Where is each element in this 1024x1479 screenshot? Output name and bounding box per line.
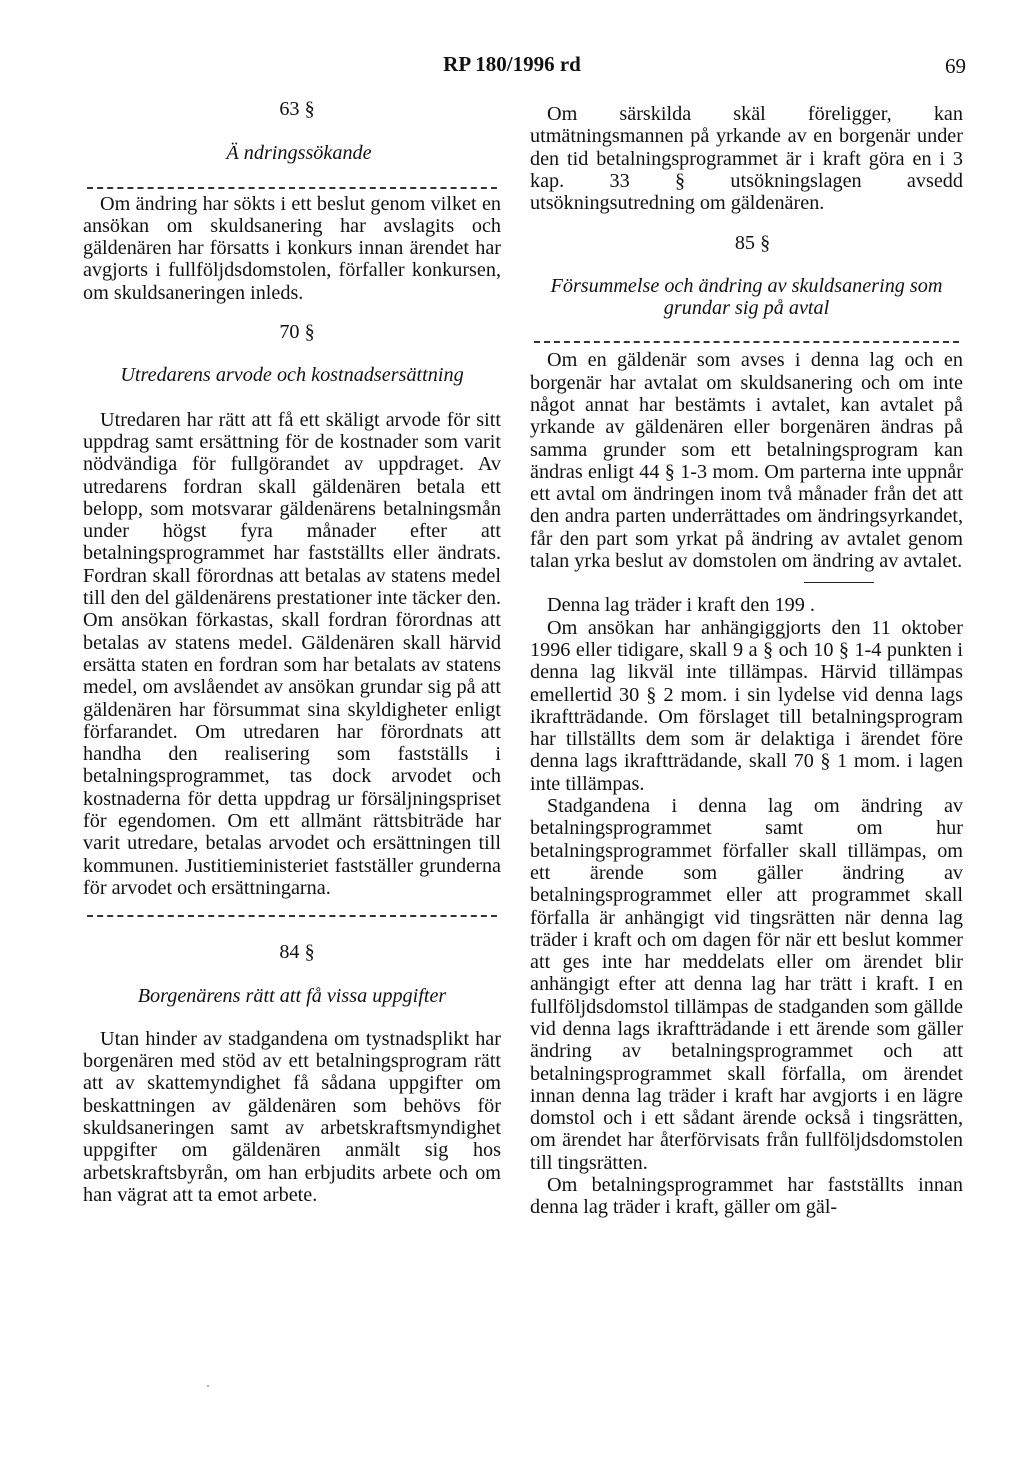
section-70-number: 70 § [279,321,315,344]
left-column [83,98,501,1206]
section-85-number: 85 § [734,232,771,255]
section-84-paragraph: Utan hinder av stadgandena om tystnadsplikt har borgenären med stöd av ett betalningsprogram rätt att av skattemyndighet få sådana uppgifter om beskattningen av gäldenären som behövs för skuldsaneringen samt av arbetskraftsmyndighet uppgifter om gäldenären anmält sig hos arbetskraftsbyrån, om han erbjudits arbete och om han vägrat att ta emot arbete. [83,1027,501,1206]
section-85-paragraph: Om en gäldenär som avses i denna lag och en borgenär har avtalat om skuldsanering och om inte något annat har bestämts i avtalet, kan avtalet på yrkande av gäldenären eller borgenären ändras på samma grunder som ett betalningsprogram kan ändras enligt 44 § 1-3 mom. Om parterna inte uppnår ett avtal om ändringen inom två månader från det att den andra parten underrättades om ändringsyrkandet, får den part som yrkat på ändring av avtalet genom talan yrka beslut av domstolen om ändring av avtalet. [530,349,963,573]
running-head: RP 180/1996 rd [443,52,581,76]
transitional-paragraph: Om ansökan har anhängiggjorts den 11 oktober 1996 eller tidigare, skall 9 a § och 10 § 1-4 punkten i denna lag likväl inte tillämpas. Härvid tillämpas emellertid 30 § 2 mom. i sin lydelse vid denna lags ikraftträdande. Om förslaget till betalningsprogram har tillställts dem som är delaktiga i ärendet före denna lags ikraftträdande, skall 70 § 1 mom. i lagen inte tillämpas. [530,616,963,795]
scan-speck [207,1385,209,1387]
continued-paragraph: Om särskilda skäl föreligger, kan utmätningsmannen på yrkande av en borgenär under den tid betalningsprogrammet är i kraft göra en i 3 kap. 33 § utsökningslagen avsedd utsökningsutredning om gäldenären. [530,103,963,215]
transitional-paragraph: Om betalningsprogrammet har fastställts innan denna lag träder i kraft, gäller om gäl- [530,1174,963,1219]
transitional-paragraph: Stadgandena i denna lag om ändring av betalningsprogrammet samt om hur betalningsprogrammet förfaller skall tillämpas, om ett ärende som gäller ändring av betalningsprogrammet eller att programmet skall förfalla är anhängigt vid tingsrätten när denna lag träder i kraft och om dagen för när ett beslut kommer att ges inte har meddelats eller om ärendet blir anhängigt efter att denna lag har trätt i kraft. I en fullföljdsdomstol tillämpas de stadganden som gällde vid denna lags ikraftträdande i ett ärende som gäller ändring av betalningsprogrammet och att betalningsprogrammet skall förfalla, om ärendet innan denna lag träder i kraft har avgjorts i en lägre domstol och i ett sådant ärende också i tingsrätten, om ärendet har återförvisats från fullföljdsdomstolen till tingsrätten. [530,795,963,1174]
section-84-title: Borgenärens rätt att få vissa uppgifter [137,984,447,1007]
section-70-paragraph: Utredaren har rätt att få ett skäligt arvode för sitt uppdrag samt ersättning för de kostnader som varit nödvändiga för fullgörandet av uppdraget. Av utredarens fordran skall gäldenären betala ett belopp, som motsvarar gäldenärens betalningsmån under högst fyra månader efter att betalningsprogrammet har fastställts eller ändrats. Fordran skall förordnas att betalas av statens medel till den del gäldenärens prestationer inte täcker den. Om ansökan förkastas, skall fordran förordnas att betalas av statens medel. Gäldenären skall härvid ersätta staten en fordran som har betalats av statens medel, om avslåendet av ansökan grundar sig på att gäldenären har försummat sina skyldigheter enligt förfarandet. Om utredaren har förordnats att handha den realisering som fastställs i betalningsprogrammet, tas dock arvodet och kostnaderna för detta uppdrag ur försäljningspriset för egendomen. Om ett allmänt rättsbiträde har varit utredare, betalas arvodet och ersättningen till kommunen. Justitieministeriet fastställer grunderna för arvodet och ersättningarna. [83,408,501,899]
section-70-title: Utredarens arvode och kostnadsersättning [120,364,464,387]
right-column [530,103,963,1219]
page-number: 69 [945,54,966,78]
section-84-number: 84 § [279,941,315,964]
page-header [0,52,1024,82]
entry-into-force-paragraph: Denna lag träder i kraft den 199 . [547,594,815,617]
section-end-rule [804,582,874,583]
section-63-number: 63 § [279,98,315,120]
section-85-title: Försummelse och ändring av skuldsanering som grundar sig på avtal [550,274,943,320]
section-63-paragraph: Om ändring har sökts i ett beslut genom vilket en ansökan om skuldsanering har avslagits och gäldenären har försatts i konkurs innan ärendet har avgjorts i fullföljdsdomstolen, förfaller konkursen, om skuldsaneringen inleds. [83,192,501,304]
section-63-title: Ä ndringssökande [226,142,372,165]
